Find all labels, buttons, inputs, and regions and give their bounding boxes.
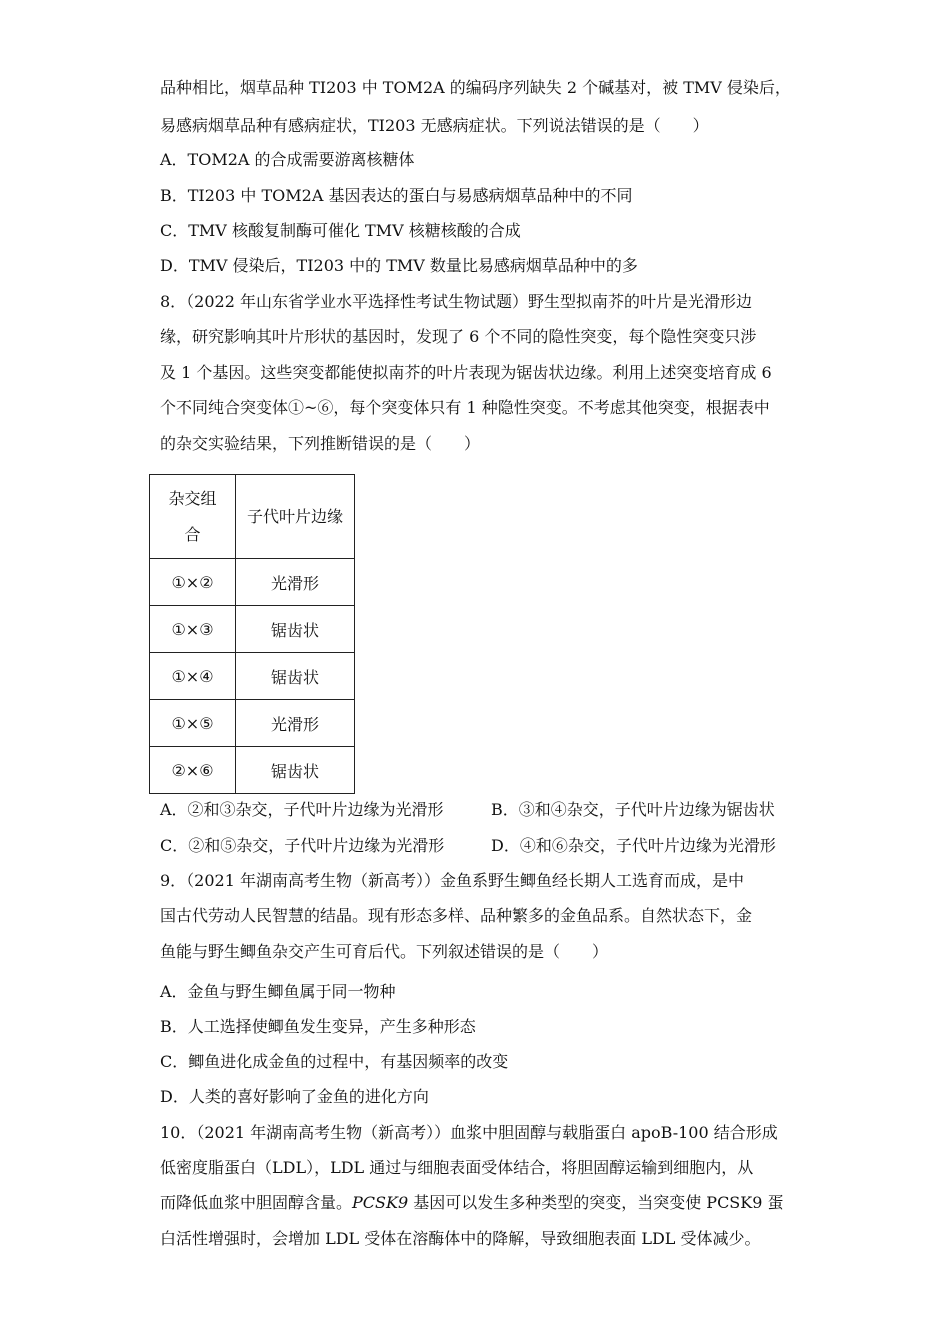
- table-cell-cross: ①×⑤: [150, 700, 236, 747]
- q8-stem-line-4: 个不同纯合突变体①~⑥，每个突变体只有 1 种隐性突变。不考虑其他突变，根据表中: [160, 398, 770, 417]
- q8-stem-line-3: 及 1 个基因。这些突变都能使拟南芥的叶片表现为锯齿状边缘。利用上述突变培育成 6: [160, 363, 772, 382]
- table-row: [150, 700, 355, 747]
- q9-option-b: B．人工选择使鲫鱼发生变异，产生多种形态: [160, 1017, 476, 1036]
- q8-option-b: B．③和④杂交，子代叶片边缘为锯齿状: [491, 800, 775, 819]
- q9-stem-line-1: 9．（2021 年湖南高考生物（新高考））金鱼系野生鲫鱼经长期人工选育而成，是中: [160, 871, 744, 890]
- table-row: [150, 606, 355, 653]
- table-row: [150, 653, 355, 700]
- table-cell-result: 光滑形: [236, 559, 355, 606]
- table-cell-result: 锯齿状: [236, 606, 355, 653]
- table-cell-cross: ①×②: [150, 559, 236, 606]
- q9-option-c: C．鲫鱼进化成金鱼的过程中，有基因频率的改变: [160, 1052, 509, 1071]
- q10-line3-text: 而降低血浆中胆固醇含量。: [160, 1193, 353, 1212]
- q7-option-c: C．TMV 核酸复制酶可催化 TMV 核糖核酸的合成: [160, 221, 521, 240]
- table-header-cell: 杂交组合: [150, 475, 236, 559]
- table-cell-result: 光滑形: [236, 700, 355, 747]
- table-row: [150, 559, 355, 606]
- q7-option-d: D．TMV 侵染后，TI203 中的 TMV 数量比易感病烟草品种中的多: [160, 256, 638, 275]
- q8-stem-line-1: 8．（2022 年山东省学业水平选择性考试生物试题）野生型拟南芥的叶片是光滑形边: [160, 292, 752, 311]
- table-cell-result: 锯齿状: [236, 747, 355, 794]
- q10-stem-line-3: [160, 1193, 784, 1213]
- q9-stem-line-2: 国古代劳动人民智慧的结晶。现有形态多样、品种繁多的金鱼品系。自然状态下，金: [160, 906, 753, 925]
- q10-line3-rest: 基因可以发生多种类型的突变，当突变使 PCSK9 蛋: [408, 1193, 784, 1212]
- table-cell-result: 锯齿状: [236, 653, 355, 700]
- q10-stem-line-2: 低密度脂蛋白（LDL），LDL 通过与细胞表面受体结合，将胆固醇运输到细胞内，从: [160, 1158, 754, 1177]
- q9-option-d: D．人类的喜好影响了金鱼的进化方向: [160, 1087, 429, 1106]
- table-header-row: [150, 475, 355, 559]
- cross-result-table: [149, 474, 355, 794]
- q8-option-d: D．④和⑥杂交，子代叶片边缘为光滑形: [491, 836, 776, 855]
- table-cell-cross: ②×⑥: [150, 747, 236, 794]
- q9-stem-line-3: 鱼能与野生鲫鱼杂交产生可育后代。下列叙述错误的是（ ）: [160, 942, 609, 961]
- table-row: [150, 747, 355, 794]
- table-cell-cross: ①×③: [150, 606, 236, 653]
- q8-option-c: C．②和⑤杂交，子代叶片边缘为光滑形: [160, 836, 445, 855]
- q10-stem-line-4: 白活性增强时，会增加 LDL 受体在溶酶体中的降解，导致细胞表面 LDL 受体减少。: [160, 1229, 761, 1248]
- table-header-cell: 子代叶片边缘: [236, 475, 355, 559]
- q10-stem-line-1: 10．（2021 年湖南高考生物（新高考））血浆中胆固醇与载脂蛋白 apoB-100 结合形成: [160, 1123, 778, 1142]
- q7-option-b: B．TI203 中 TOM2A 基因表达的蛋白与易感病烟草品种中的不同: [160, 186, 633, 205]
- q7-stem-line-1: 品种相比，烟草品种 TI203 中 TOM2A 的编码序列缺失 2 个碱基对，被 TMV 侵染后，: [160, 78, 791, 97]
- q8-option-a: A．②和③杂交，子代叶片边缘为光滑形: [160, 800, 444, 819]
- q8-stem-line-5: 的杂交实验结果，下列推断错误的是（ ）: [160, 434, 481, 453]
- q7-stem-line-2: 易感病烟草品种有感病症状，TI203 无感病症状。下列说法错误的是（ ）: [160, 116, 709, 135]
- q9-option-a: A．金鱼与野生鲫鱼属于同一物种: [160, 982, 396, 1001]
- q8-stem-line-2: 缘，研究影响其叶片形状的基因时，发现了 6 个不同的隐性突变，每个隐性突变只涉: [160, 327, 757, 346]
- table-cell-cross: ①×④: [150, 653, 236, 700]
- q7-option-a: A．TOM2A 的合成需要游离核糖体: [160, 150, 415, 169]
- gene-name-pcsk9: PCSK9: [352, 1193, 409, 1212]
